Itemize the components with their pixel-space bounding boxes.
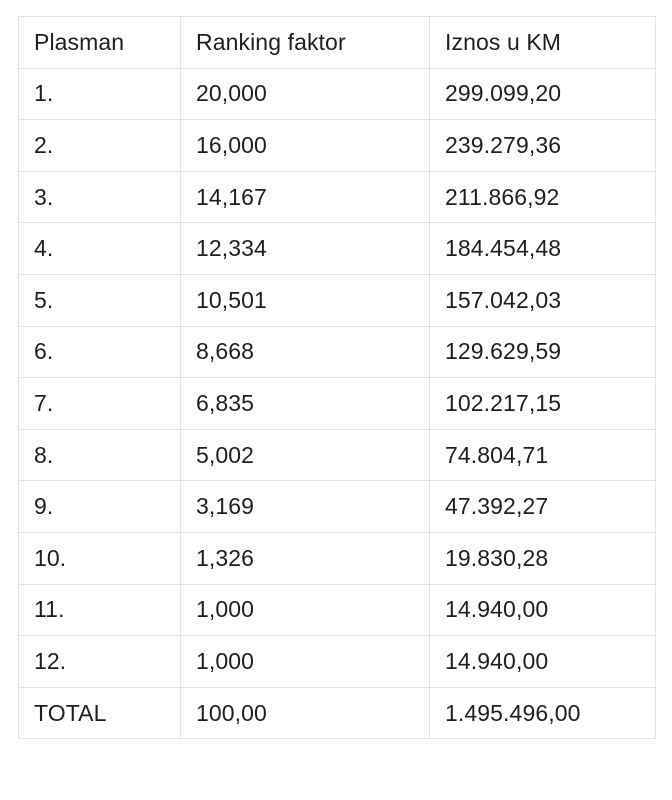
cell-iznos: 102.217,15 bbox=[430, 378, 656, 430]
cell-plasman: 11. bbox=[19, 584, 181, 636]
cell-plasman: 7. bbox=[19, 378, 181, 430]
table-row bbox=[19, 223, 656, 275]
header-ranking-faktor: Ranking faktor bbox=[181, 17, 430, 69]
cell-ranking-faktor: 12,334 bbox=[181, 223, 430, 275]
cell-plasman: 1. bbox=[19, 68, 181, 120]
table-row bbox=[19, 481, 656, 533]
cell-ranking-faktor: 3,169 bbox=[181, 481, 430, 533]
cell-iznos: 14.940,00 bbox=[430, 636, 656, 688]
cell-ranking-faktor: 1,000 bbox=[181, 584, 430, 636]
table-header-row bbox=[19, 17, 656, 69]
table-total-row bbox=[19, 687, 656, 739]
table-row bbox=[19, 326, 656, 378]
cell-ranking-faktor: 8,668 bbox=[181, 326, 430, 378]
table-row bbox=[19, 378, 656, 430]
cell-iznos: 184.454,48 bbox=[430, 223, 656, 275]
cell-plasman: 12. bbox=[19, 636, 181, 688]
table-row bbox=[19, 636, 656, 688]
cell-plasman: 9. bbox=[19, 481, 181, 533]
prize-table-container bbox=[18, 16, 655, 739]
cell-plasman-total: TOTAL bbox=[19, 687, 181, 739]
table-row bbox=[19, 171, 656, 223]
cell-plasman: 4. bbox=[19, 223, 181, 275]
header-plasman: Plasman bbox=[19, 17, 181, 69]
cell-iznos: 211.866,92 bbox=[430, 171, 656, 223]
cell-plasman: 2. bbox=[19, 120, 181, 172]
cell-iznos: 47.392,27 bbox=[430, 481, 656, 533]
cell-iznos: 74.804,71 bbox=[430, 429, 656, 481]
cell-ranking-faktor: 14,167 bbox=[181, 171, 430, 223]
table-row bbox=[19, 274, 656, 326]
cell-iznos-total: 1.495.496,00 bbox=[430, 687, 656, 739]
prize-table bbox=[18, 16, 656, 739]
cell-iznos: 157.042,03 bbox=[430, 274, 656, 326]
cell-ranking-faktor: 5,002 bbox=[181, 429, 430, 481]
cell-iznos: 19.830,28 bbox=[430, 532, 656, 584]
cell-ranking-faktor: 16,000 bbox=[181, 120, 430, 172]
cell-ranking-faktor: 6,835 bbox=[181, 378, 430, 430]
cell-ranking-faktor: 20,000 bbox=[181, 68, 430, 120]
table-row bbox=[19, 68, 656, 120]
header-iznos: Iznos u KM bbox=[430, 17, 656, 69]
cell-plasman: 10. bbox=[19, 532, 181, 584]
cell-plasman: 6. bbox=[19, 326, 181, 378]
cell-ranking-faktor: 10,501 bbox=[181, 274, 430, 326]
cell-plasman: 5. bbox=[19, 274, 181, 326]
cell-plasman: 8. bbox=[19, 429, 181, 481]
cell-iznos: 129.629,59 bbox=[430, 326, 656, 378]
cell-iznos: 299.099,20 bbox=[430, 68, 656, 120]
cell-plasman: 3. bbox=[19, 171, 181, 223]
cell-iznos: 14.940,00 bbox=[430, 584, 656, 636]
table-row bbox=[19, 120, 656, 172]
cell-iznos: 239.279,36 bbox=[430, 120, 656, 172]
cell-ranking-faktor-total: 100,00 bbox=[181, 687, 430, 739]
table-row bbox=[19, 532, 656, 584]
cell-ranking-faktor: 1,326 bbox=[181, 532, 430, 584]
cell-ranking-faktor: 1,000 bbox=[181, 636, 430, 688]
table-row bbox=[19, 584, 656, 636]
table-row bbox=[19, 429, 656, 481]
